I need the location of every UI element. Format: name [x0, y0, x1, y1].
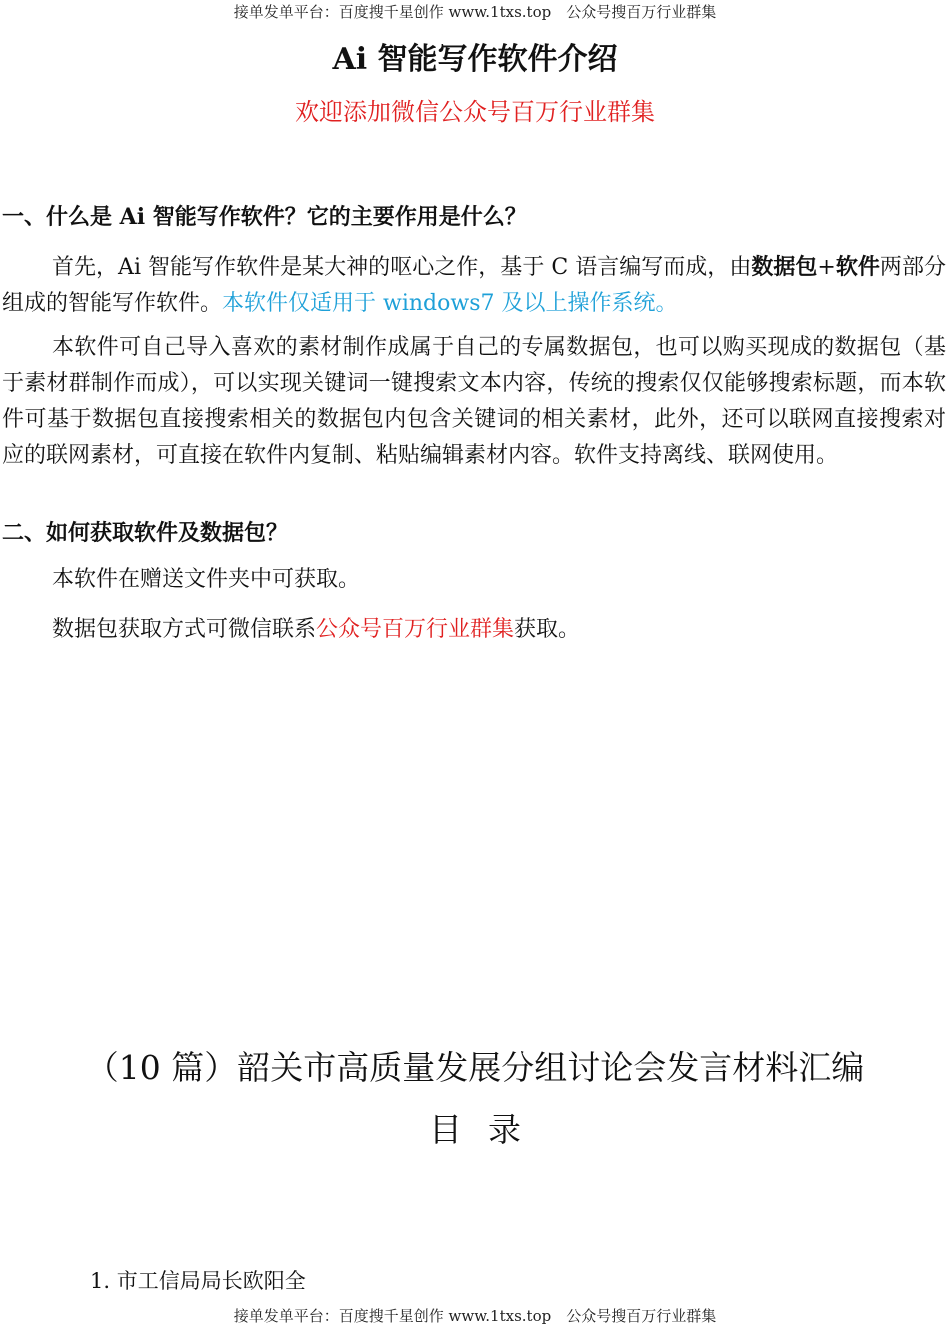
paragraph-text: 两部分组成的智能写作软件。 [2, 255, 946, 316]
section-2-line-2 [52, 614, 580, 646]
page-title: Ai 智能写作软件介绍 [332, 42, 618, 77]
line-text: 获取。 [514, 617, 581, 642]
section-1-paragraph-1 [2, 249, 946, 322]
line-text: 数据包获取方式可微信联系 [52, 617, 317, 642]
page-subtitle: 欢迎添加微信公众号百万行业群集 [295, 98, 655, 126]
section-1-heading: 一、什么是 Ai 智能写作软件？它的主要作用是什么？ [2, 204, 527, 230]
document-title: （10 篇）韶关市高质量发展分组讨论会发言材料汇编 [85, 1048, 865, 1087]
toc-heading [0, 1108, 950, 1152]
page-footer: 接单发单平台：百度搜千星创作 www.1txs.top 公众号搜百万行业群集 [233, 1307, 717, 1325]
section-1-paragraph-2: 本软件可自己导入喜欢的素材制作成属于自己的专属数据包，也可以购买现成的数据包（基于素材群制作而成），可以实现关键词一键搜索文本内容，传统的搜索仅仅能够搜索标题，而本软件可基于数据包直接搜索相关的数据包内包含关键词的相关素材，此外，还可以联网直接搜索对应的联网素材，可直接在软件内复制、粘贴编辑素材内容。软件支持离线、联网使用。 [2, 335, 946, 468]
toc-item: 1. 市工信局局长欧阳全 [90, 1269, 306, 1293]
official-account-name: 公众号百万行业群集 [316, 617, 515, 642]
paragraph-text: 首先，Ai 智能写作软件是某大神的呕心之作，基于 C 语言编写而成，由 [52, 255, 752, 280]
section-2-heading: 二、如何获取软件及数据包？ [2, 520, 289, 546]
bold-term-data-package: 数据包 [751, 254, 818, 280]
bold-term-software: 软件 [835, 254, 880, 280]
toc-heading-char-1: 目 [429, 1110, 488, 1149]
plus-sign: + [817, 255, 836, 280]
section-2-line-1: 本软件在赠送文件夹中可获取。 [52, 567, 361, 592]
toc-heading-char-2: 录 [488, 1110, 521, 1149]
os-requirement-note: 本软件仅适用于 windows7 及以上操作系统。 [222, 291, 678, 316]
page-header: 接单发单平台：百度搜千星创作 www.1txs.top 公众号搜百万行业群集 [233, 3, 717, 21]
